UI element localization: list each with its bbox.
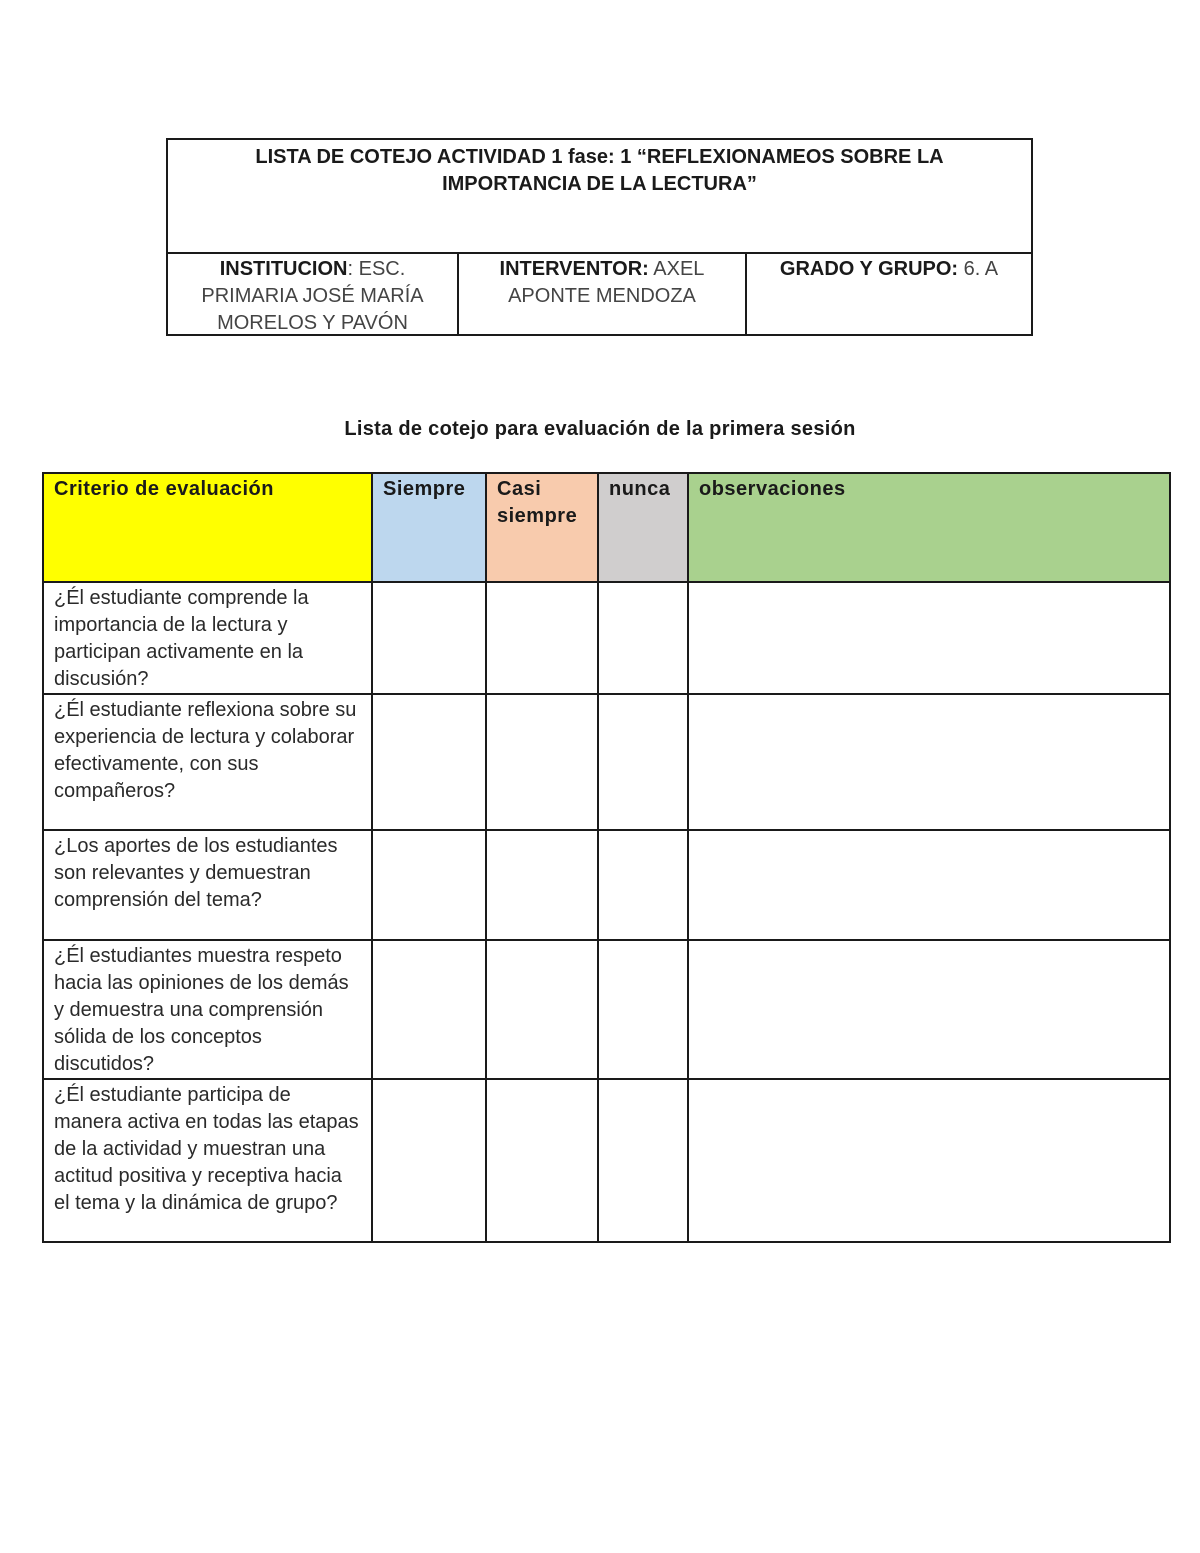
- casi-siempre-cell[interactable]: [486, 940, 598, 1079]
- siempre-cell[interactable]: [372, 830, 486, 940]
- institucion-cell: [168, 254, 457, 336]
- table-row: [43, 582, 1170, 694]
- criterio-cell: ¿Los aportes de los estudiantes son relevantes y demuestran comprensión del tema?: [43, 830, 372, 940]
- casi-siempre-cell[interactable]: [486, 830, 598, 940]
- document-title: LISTA DE COTEJO ACTIVIDAD 1 fase: 1 “REFLEXIONAMEOS SOBRE LA IMPORTANCIA DE LA LECTURA”: [168, 140, 1031, 254]
- table-row: [43, 694, 1170, 830]
- observaciones-cell[interactable]: [688, 694, 1170, 830]
- criterio-cell: ¿Él estudiante reflexiona sobre su experiencia de lectura y colaborar efectivamente, con sus compañeros?: [43, 694, 372, 830]
- criterio-cell: ¿Él estudiantes muestra respeto hacia las opiniones de los demás y demuestra una comprensión sólida de los conceptos discutidos?: [43, 940, 372, 1079]
- header-table: [166, 138, 1033, 336]
- nunca-cell[interactable]: [598, 1079, 688, 1242]
- grado-grupo-cell: [745, 254, 1031, 336]
- table-row: [43, 830, 1170, 940]
- column-header-criterio: Criterio de evaluación: [43, 473, 372, 582]
- observaciones-cell[interactable]: [688, 1079, 1170, 1242]
- column-header-observaciones: observaciones: [688, 473, 1170, 582]
- checklist-table: [42, 472, 1171, 1243]
- siempre-cell[interactable]: [372, 582, 486, 694]
- siempre-cell[interactable]: [372, 940, 486, 1079]
- interventor-label: INTERVENTOR:: [499, 258, 649, 280]
- interventor-cell: [457, 254, 745, 336]
- grado-grupo-value: 6. A: [958, 258, 999, 280]
- criterio-cell: ¿Él estudiante participa de manera activa en todas las etapas de la actividad y muestran una actitud positiva y receptiva hacia el tema y la dinámica de grupo?: [43, 1079, 372, 1242]
- table-row: [43, 1079, 1170, 1242]
- criterio-cell: ¿Él estudiante comprende la importancia de la lectura y participan activamente en la discusión?: [43, 582, 372, 694]
- section-subtitle: Lista de cotejo para evaluación de la primera sesión: [344, 418, 856, 440]
- nunca-cell[interactable]: [598, 940, 688, 1079]
- interventor-value: AXEL APONTE MENDOZA: [508, 258, 705, 307]
- header-info-row: [168, 254, 1031, 336]
- observaciones-cell[interactable]: [688, 830, 1170, 940]
- table-header-row: [43, 473, 1170, 582]
- casi-siempre-cell[interactable]: [486, 582, 598, 694]
- institucion-label: INSTITUCION: [219, 258, 348, 280]
- column-header-siempre: Siempre: [372, 473, 486, 582]
- table-row: [43, 940, 1170, 1079]
- institucion-value: : ESC. PRIMARIA JOSÉ MARÍA MORELOS Y PAVÓN: [201, 258, 424, 334]
- observaciones-cell[interactable]: [688, 582, 1170, 694]
- casi-siempre-cell[interactable]: [486, 1079, 598, 1242]
- nunca-cell[interactable]: [598, 830, 688, 940]
- siempre-cell[interactable]: [372, 1079, 486, 1242]
- observaciones-cell[interactable]: [688, 940, 1170, 1079]
- column-header-casi-siempre: Casi siempre: [486, 473, 598, 582]
- casi-siempre-cell[interactable]: [486, 694, 598, 830]
- nunca-cell[interactable]: [598, 582, 688, 694]
- column-header-nunca: nunca: [598, 473, 688, 582]
- siempre-cell[interactable]: [372, 694, 486, 830]
- nunca-cell[interactable]: [598, 694, 688, 830]
- grado-grupo-label: GRADO Y GRUPO:: [779, 258, 959, 280]
